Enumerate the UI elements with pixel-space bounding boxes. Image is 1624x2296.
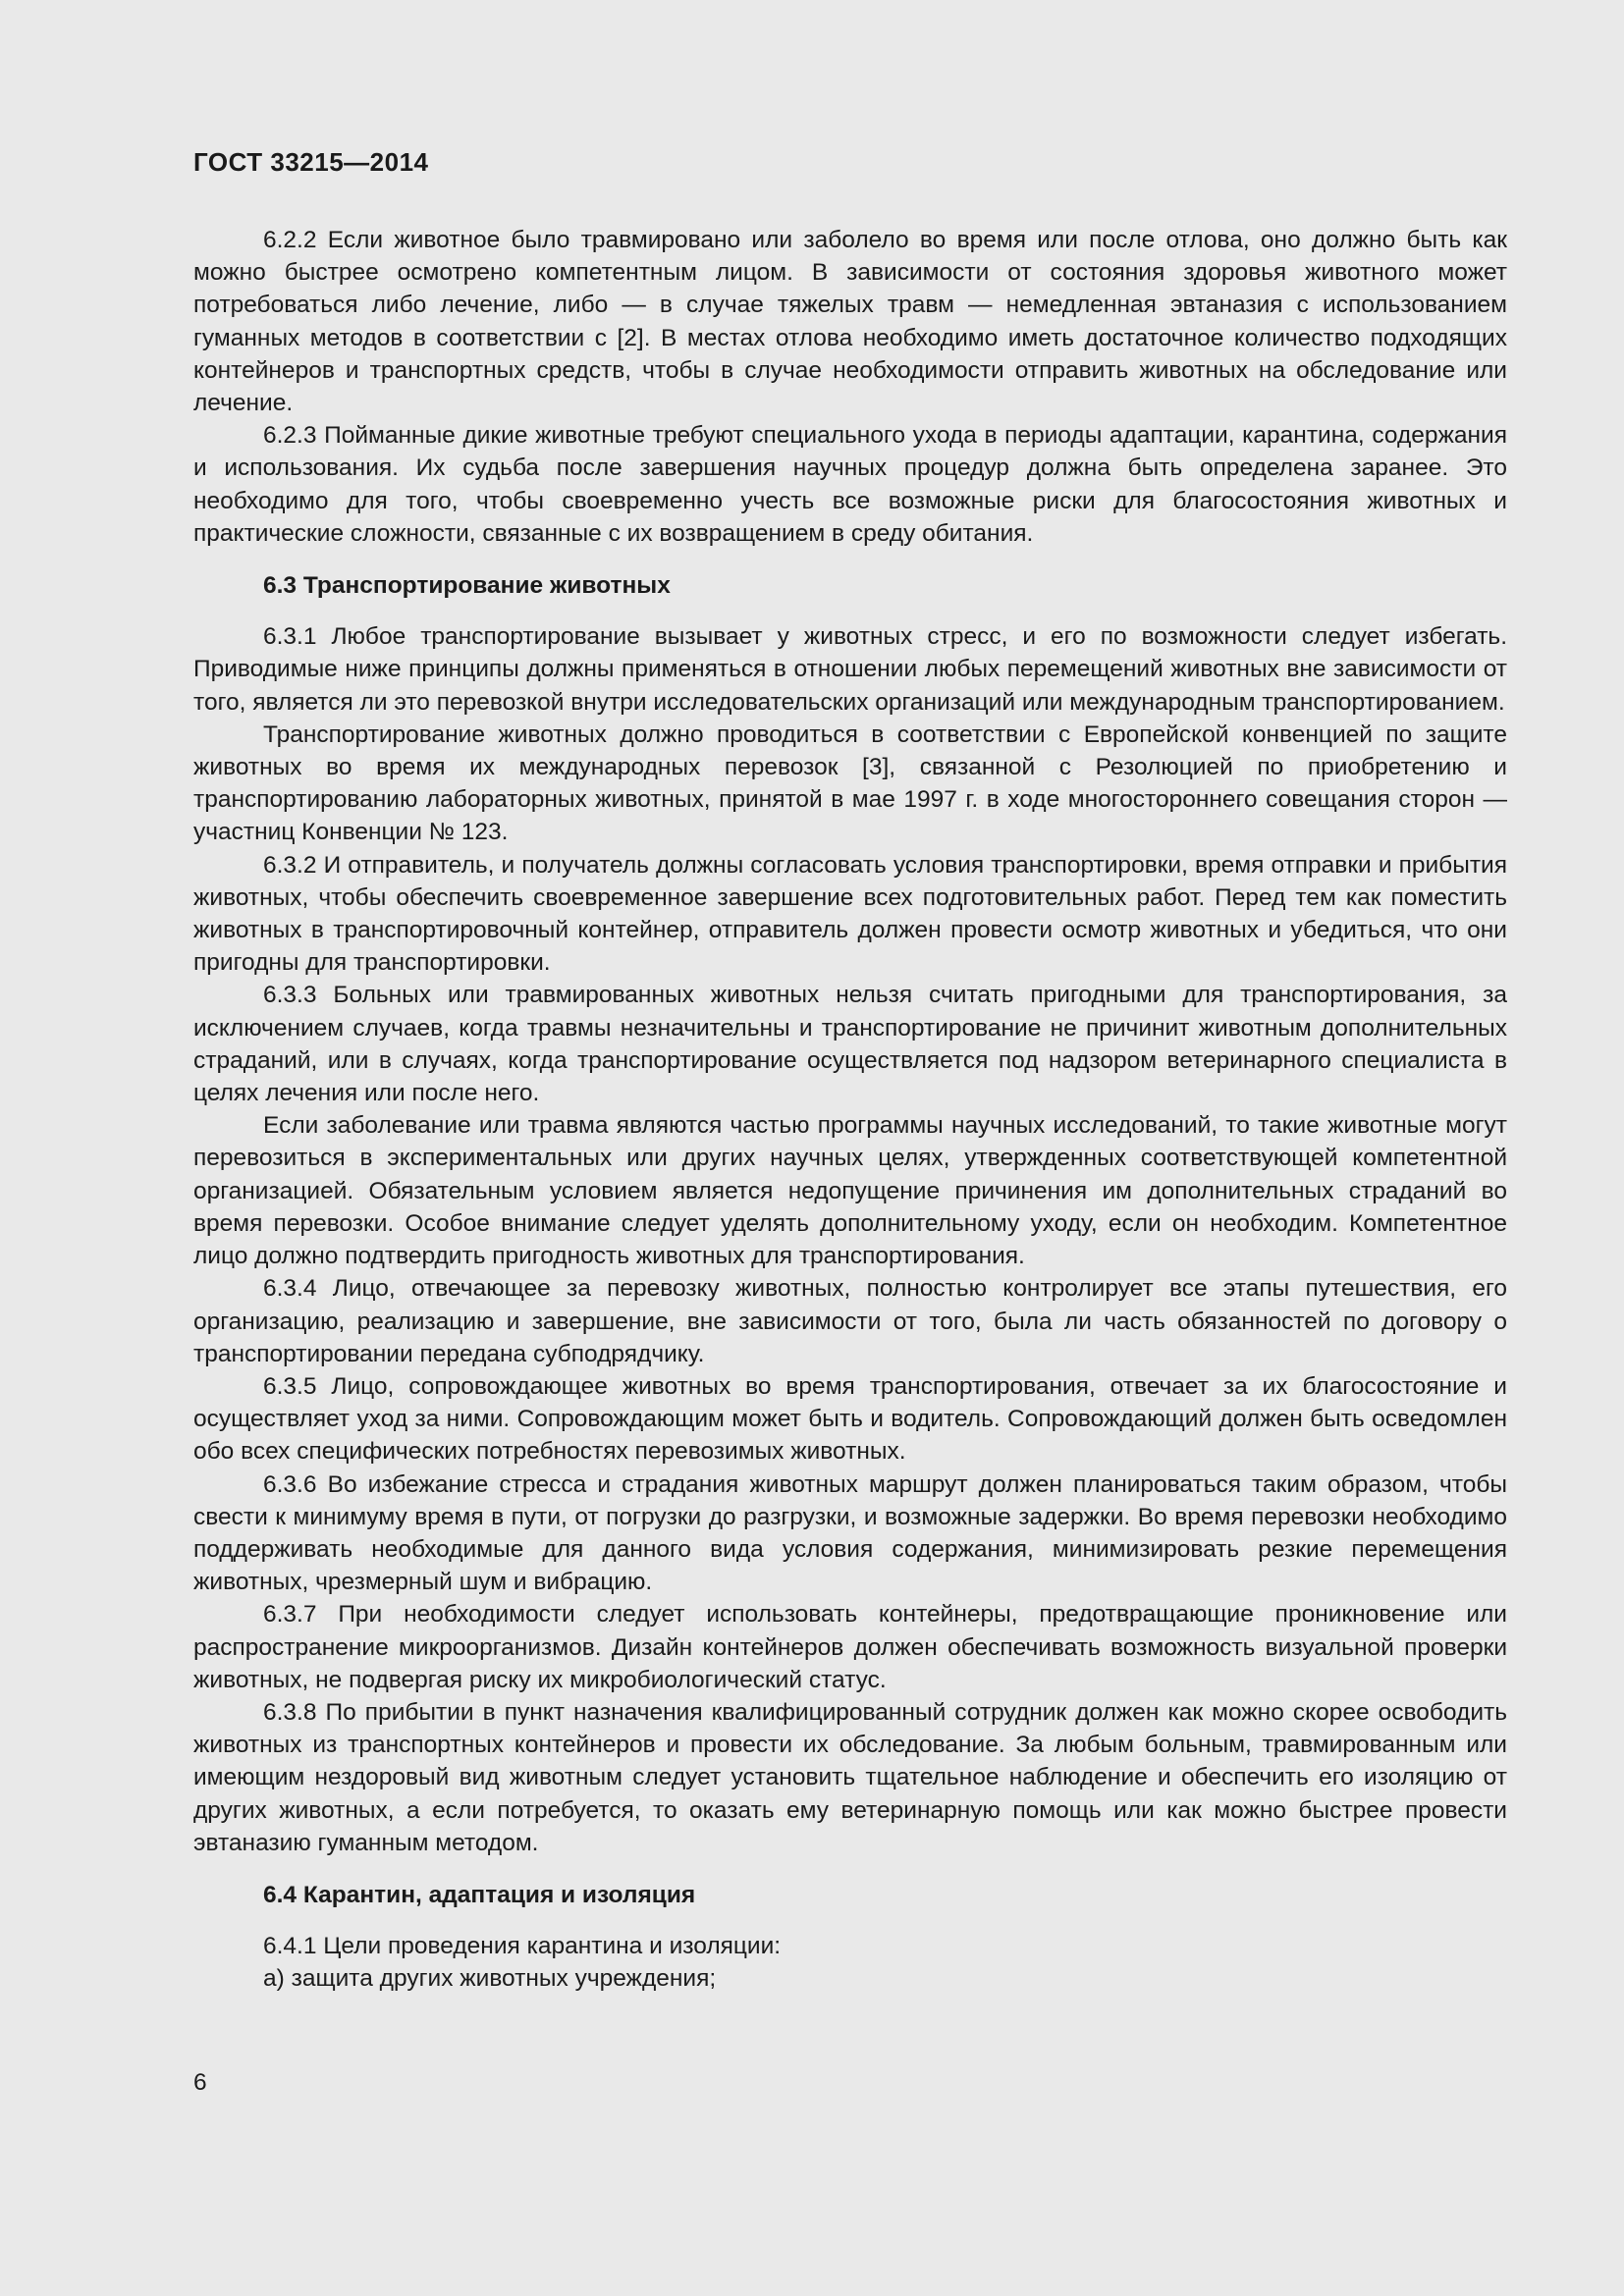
paragraph-6-3-4: 6.3.4 Лицо, отвечающее за перевозку животных, полностью контролирует все этапы путешествия, его организацию, реализацию и завершение, вне зависимости от того, была ли часть обязанностей по договору о транспортировании передана субподрядчику. [193, 1275, 1507, 1367]
page-number: 6 [193, 2069, 207, 2096]
paragraph-6-3-3: 6.3.3 Больных или травмированных животных нельзя считать пригодными для транспортирования, за исключением случаев, когда травмы незначительны и транспортирование не причинит животным дополнительных страданий, или в случаях, когда транспортирование осуществляется под надзором ветеринарного специалиста в целях лечения или после него. [193, 982, 1507, 1107]
paragraph-research-illness: Если заболевание или травма являются частью программы научных исследований, то такие животные могут перевозиться в экспериментальных или других научных целях, утвержденных соответствующей компетентной организацией. Обязательным условием является недопущение причинения им дополнительных страданий во время перевозки. Особое внимание следует уделять дополнительному уходу, если он необходим. Компетентное лицо должно подтвердить пригодность животных для транспортирования. [193, 1112, 1507, 1270]
paragraph-6-2-2: 6.2.2 Если животное было травмировано или заболело во время или после отлова, оно должно быть как можно быстрее осмотрено компетентным лицом. В зависимости от состояния здоровья животного может потребоваться либо лечение, либо — в случае тяжелых травм — немедленная эвтаназия с использованием гуманных методов в соответствии с [2]. В местах отлова необходимо иметь достаточное количество подходящих контейнеров и транспортных средств, чтобы в случае необходимости отправить животных на обследование или лечение. [193, 227, 1507, 417]
paragraph-transport-convention: Транспортирование животных должно проводиться в соответствии с Европейской конвенцией по защите животных во время их международных перевозок [3], связанной с Резолюцией по приобретению и транспортированию лабораторных животных, принятой в мае 1997 г. в ходе многостороннего совещания сторон — участниц Конвенции № 123. [193, 721, 1507, 846]
section-heading-6-3: 6.3 Транспортирование животных [263, 572, 671, 600]
paragraph-6-3-1: 6.3.1 Любое транспортирование вызывает у животных стресс, и его по возможности следует избегать. Приводимые ниже принципы должны применяться в отношении любых перемещений животных вне зависимости от того, является ли это перевозкой внутри исследовательских организаций или международным транспортированием. [193, 623, 1507, 716]
quarantine-goal-item-a: а) защита других животных учреждения; [263, 1965, 717, 1993]
paragraph-6-3-2: 6.3.2 И отправитель, и получатель должны согласовать условия транспортировки, время отправки и прибытия животных, чтобы обеспечить своевременное завершение всех подготовительных работ. Перед тем как поместить животных в транспортировочный контейнер, отправитель должен провести осмотр животных и убедиться, что они пригодны для транспортировки. [193, 851, 1507, 977]
body-text [193, 224, 1507, 1996]
quarantine-goals-line: 6.4.1 Цели проведения карантина и изоляции: [263, 1933, 782, 1960]
section-heading-6-4: 6.4 Карантин, адаптация и изоляция [263, 1881, 696, 1908]
paragraph-6-3-8: 6.3.8 По прибытии в пункт назначения квалифицированный сотрудник должен как можно скорее освободить животных из транспортных контейнеров и провести их обследование. За любым больным, травмированным или имеющим нездоровый вид животным следует установить тщательное наблюдение и обеспечить его изоляцию от других животных, а если потребуется, то оказать ему ветеринарную помощь или как можно быстрее провести эвтаназию гуманным методом. [193, 1698, 1507, 1856]
paragraph-6-3-6: 6.3.6 Во избежание стресса и страдания животных маршрут должен планироваться таким образом, чтобы свести к минимуму время в пути, от погрузки до разгрузки, и возможные задержки. Во время перевозки необходимо поддерживать необходимые для данного вида условия содержания, минимизировать резкие перемещения животных, чрезмерный шум и вибрацию. [193, 1470, 1507, 1596]
paragraph-6-2-3: 6.2.3 Пойманные дикие животные требуют специального ухода в периоды адаптации, карантина, содержания и использования. Их судьба после завершения научных процедур должна быть определена заранее. Это необходимо для того, чтобы своевременно учесть все возможные риски для благосостояния животных и практические сложности, связанные с их возвращением в среду обитания. [193, 422, 1507, 547]
standard-designation: ГОСТ 33215—2014 [193, 147, 429, 177]
paragraph-6-3-7: 6.3.7 При необходимости следует использовать контейнеры, предотвращающие проникновение или распространение микроорганизмов. Дизайн контейнеров должен обеспечивать возможность визуальной проверки животных, не подвергая риску их микробиологический статус. [193, 1601, 1507, 1693]
paragraph-6-3-5: 6.3.5 Лицо, сопровождающее животных во время транспортирования, отвечает за их благосостояние и осуществляет уход за ними. Сопровождающим может быть и водитель. Сопровождающий должен быть осведомлен обо всех специфических потребностях перевозимых животных. [193, 1372, 1507, 1466]
